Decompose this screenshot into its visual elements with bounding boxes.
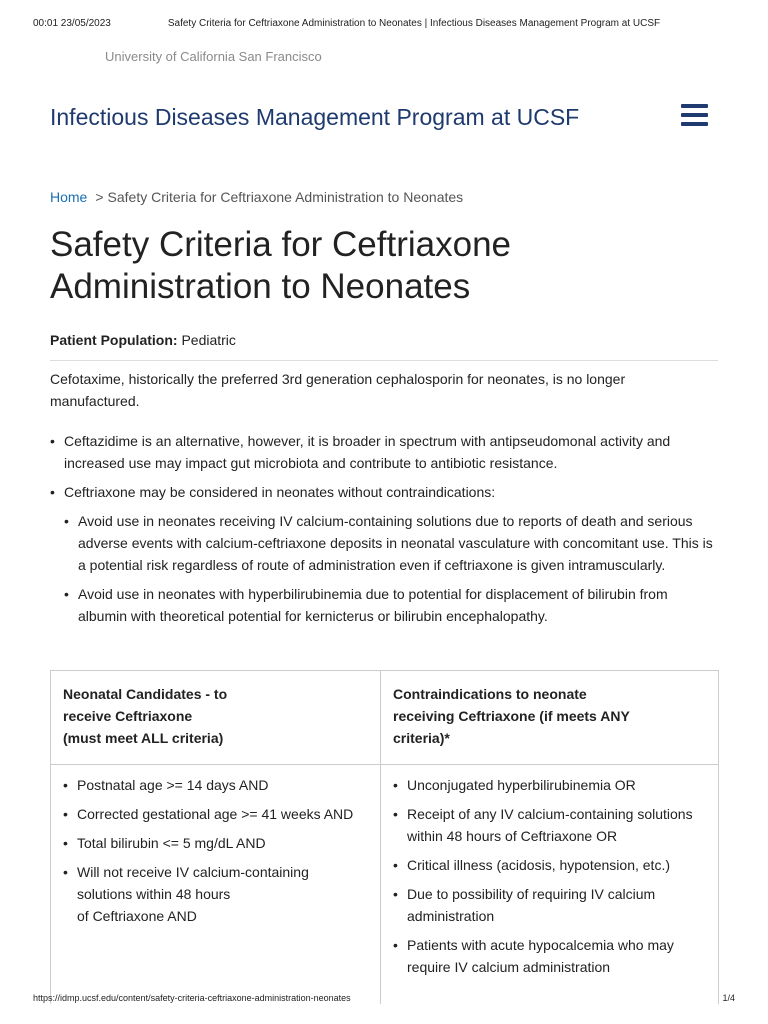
print-url: https://idmp.ucsf.edu/content/safety-criteria-ceftriaxone-administration-neonates [33,993,351,1003]
population-label: Patient Population: [50,332,178,348]
menu-bar [681,104,708,108]
sub-bullet-list [64,510,718,627]
table-header-row [51,671,719,765]
list-line: of Ceftriaxone AND [77,908,197,924]
header-line: Contraindications to neonate [393,686,587,702]
candidates-cell [51,765,381,1005]
university-link[interactable]: University of California San Francisco [105,49,322,64]
breadcrumb [50,189,463,205]
print-document-title: Safety Criteria for Ceftriaxone Administration to Neonates | Infectious Diseases Management Program at UCSF [167,18,661,29]
divider [50,360,718,361]
column-header-candidates [51,671,381,765]
list-item: • Ceftazidime is an alternative, however, it is broader in spectrum with antipseudomonal activity and increased use may impact gut microbiota and contribute to antibiotic resistance. [50,430,718,474]
list-item: • Patients with acute hypocalcemia who may require IV calcium administration [393,934,706,978]
list-item: • Due to possibility of requiring IV calcium administration [393,883,706,927]
breadcrumb-home-link[interactable]: Home [50,189,88,205]
print-timestamp: 00:01 23/05/2023 [33,18,111,29]
candidates-list [63,774,368,927]
list-item: • Total bilirubin <= 5 mg/dL AND [63,832,368,854]
list-line: solutions within 48 hours [77,886,231,902]
list-item [63,861,368,927]
list-item: • Critical illness (acidosis, hypotension, etc.) [393,854,706,876]
population-value: Pediatric [181,332,236,348]
breadcrumb-current: Safety Criteria for Ceftriaxone Administration to Neonates [107,189,464,205]
header-line: receiving Ceftriaxone (if meets ANY [393,708,630,724]
list-item: • Receipt of any IV calcium-containing solutions within 48 hours of Ceftriaxone OR [393,803,706,847]
patient-population [50,332,236,348]
menu-bar [681,113,708,117]
page-title: Safety Criteria for Ceftriaxone Administration to Neonates [50,225,512,306]
list-item-text: Ceftriaxone may be considered in neonates without contraindications: [64,484,496,500]
contraindications-list [393,774,706,978]
print-footer [33,993,735,1003]
intro-paragraph: Cefotaxime, historically the preferred 3rd generation cephalosporin for neonates, is no longer manufactured. [50,371,626,409]
header-line: criteria)* [393,730,450,746]
header-line: receive Ceftriaxone [63,708,193,724]
table-row [51,765,719,1005]
header-line: Neonatal Candidates - to [63,686,228,702]
bullet-list [50,430,718,634]
list-item: • Unconjugated hyperbilirubinemia OR [393,774,706,796]
menu-bar [681,122,708,126]
sub-list-item: • Avoid use in neonates receiving IV calcium-containing solutions due to reports of death and serious adverse events with calcium-ceftriaxone deposits in neonatal vasculature with concomitant use. This is a potential risk regardless of route of administration even if ceftriaxone is given intramuscularly. [64,510,718,576]
site-title[interactable]: Infectious Diseases Management Program at UCSF [50,104,580,130]
breadcrumb-separator: > [95,189,104,205]
list-item: • Corrected gestational age >= 41 weeks AND [63,803,368,825]
list-item: • Postnatal age >= 14 days AND [63,774,368,796]
contraindications-cell [381,765,719,1005]
list-item [50,481,718,627]
sub-list-item: • Avoid use in neonates with hyperbilirubinemia due to potential for displacement of bilirubin from albumin with theoretical potential for kernicterus or bilirubin encephalopathy. [64,583,718,627]
list-line: Will not receive IV calcium-containing [77,864,309,880]
hamburger-menu-icon[interactable] [681,104,708,128]
criteria-table [50,670,719,1004]
header-line: (must meet ALL criteria) [63,730,224,746]
column-header-contraindications [381,671,719,765]
print-header [33,18,735,29]
print-page-number: 1/4 [722,993,735,1003]
